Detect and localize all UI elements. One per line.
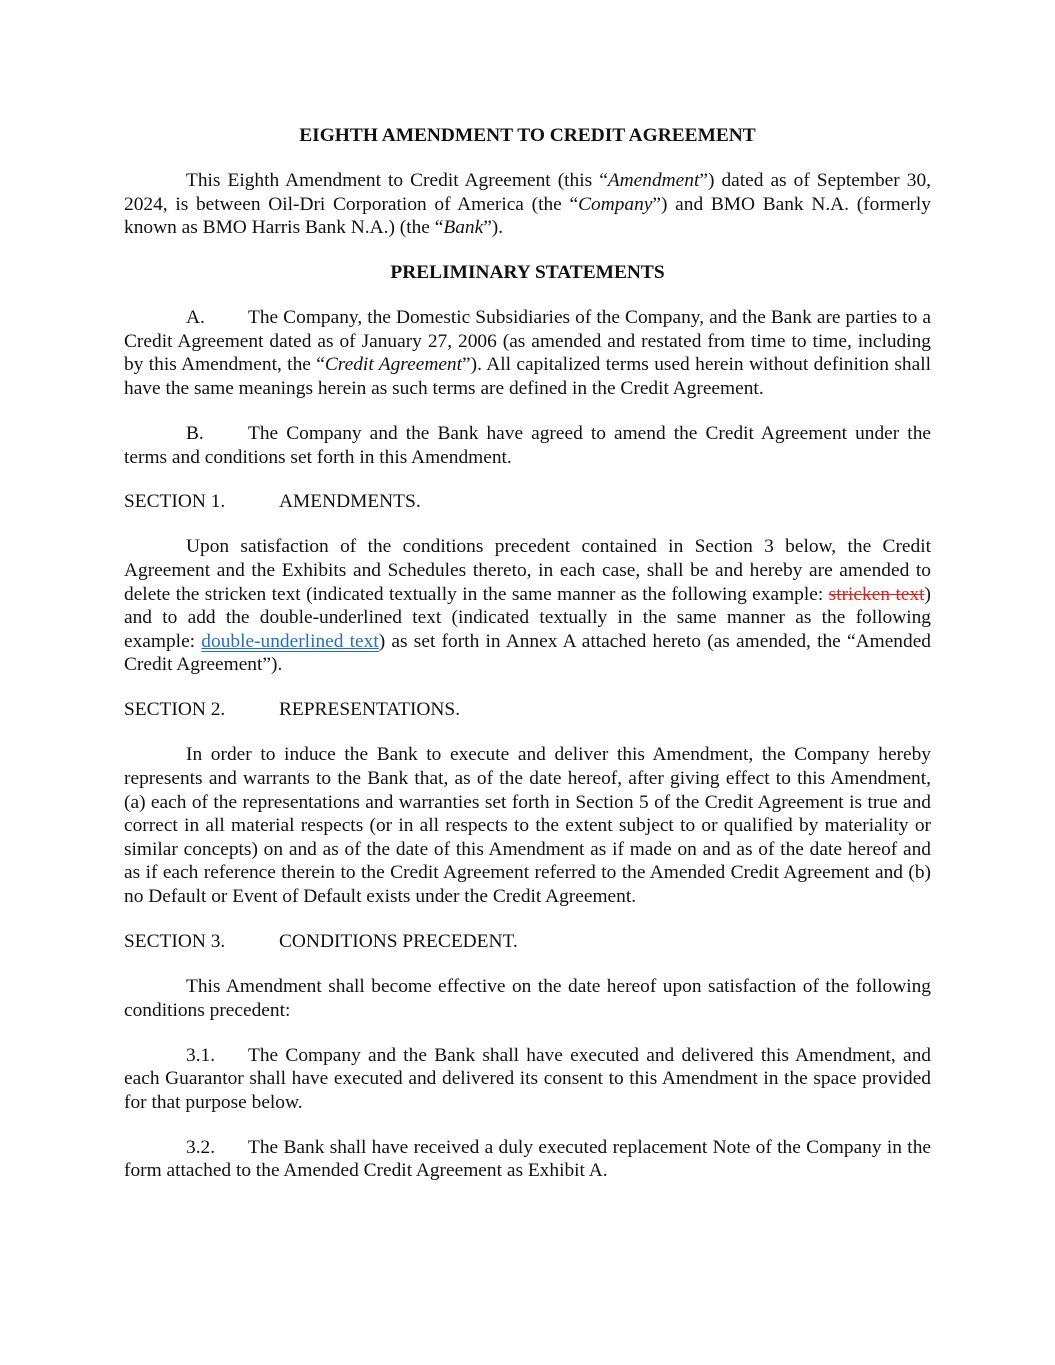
section-1-text-3: ) as set forth in Annex A attached hereto (as amended, the “Amended Credit Agreement”). — [124, 630, 931, 676]
section-1-heading — [124, 490, 931, 514]
intro-text-3: ”) and BMO Bank N.A. (formerly known as BMO Harris Bank N.A.) (the “ — [124, 193, 932, 239]
intro-paragraph — [124, 169, 931, 240]
section-2-title: REPRESENTATIONS. — [279, 699, 461, 721]
statement-b-label: B. — [186, 422, 204, 444]
statement-b-text: The Company and the Bank have agreed to amend the Credit Agreement under the terms and conditions set forth in this Amendment. — [124, 422, 931, 468]
document-page — [124, 124, 931, 1183]
statement-a-text-2: ”). All capitalized terms used herein without definition shall have the same meanings herein as such terms are defined in the Credit Agreement. — [124, 354, 931, 399]
section-1-text-2: ) and to add the double-underlined text (indicated textually in the same manner as the following example: — [124, 583, 931, 652]
defined-term-bank: Bank — [443, 217, 484, 239]
section-3-number: SECTION 3. — [124, 930, 226, 952]
defined-term-company: Company — [578, 193, 653, 215]
section-3-heading — [124, 930, 931, 954]
section-1-number: SECTION 1. — [124, 491, 226, 513]
defined-term-amendment: Amendment — [607, 169, 700, 191]
preliminary-heading: PRELIMINARY STATEMENTS — [390, 262, 665, 284]
statement-a-text-1: The Company, the Domestic Subsidiaries of the Company, and the Bank are parties to a Credit Agreement dated as of January 27, 2006 (as amended and restated from time to time, including by this Amendment, the “ — [124, 307, 931, 376]
intro-text-1: This Eighth Amendment to Credit Agreement (this “ — [186, 169, 608, 191]
defined-term-credit-agreement: Credit Agreement — [324, 354, 463, 376]
section-1-body — [124, 535, 931, 677]
section-3-title: CONDITIONS PRECEDENT. — [279, 930, 518, 952]
condition-3-2-label: 3.2. — [186, 1136, 216, 1158]
document-title: EIGHTH AMENDMENT TO CREDIT AGREEMENT — [299, 125, 756, 146]
section-1-text-1: Upon satisfaction of the conditions precedent contained in Section 3 below, the Credit Agreement and the Exhibits and Schedules thereto, in each case, shall be and hereby are amended to delete the stricken text (indicated textually in the same manner as the following example: — [124, 536, 931, 605]
intro-text-4: ”). — [483, 217, 504, 239]
section-3-body: This Amendment shall become effective on the date hereof upon satisfaction of the following conditions precedent: — [124, 975, 931, 1021]
section-2-heading — [124, 698, 931, 722]
condition-3-1 — [124, 1044, 931, 1115]
condition-3-2-text: The Bank shall have received a duly executed replacement Note of the Company in the form attached to the Amended Credit Agreement as Exhibit A. — [124, 1136, 931, 1182]
section-1-title: AMENDMENTS. — [279, 491, 421, 513]
section-2-body: In order to induce the Bank to execute and deliver this Amendment, the Company hereby represents and warrants to the Bank that, as of the date hereof, after giving effect to this Amendment, (a) each of the representations and warranties set forth in Section 5 of the Credit Agreement is true and correct in all material respects (or in all respects to the extent subject to or qualified by materiality or similar concepts) on and as of the date of this Amendment as if made on and as of the date hereof and as if each reference therein to the Credit Agreement referred to the Amended Credit Agreement and (b) no Default or Event of Default exists under the Credit Agreement. — [124, 744, 931, 907]
statement-a-label: A. — [186, 307, 205, 329]
condition-3-2 — [124, 1136, 931, 1183]
intro-text-2: ”) dated as of September 30, 2024, is between Oil-Dri Corporation of America (the “ — [124, 169, 931, 215]
statement-a — [124, 306, 931, 400]
stricken-text-example: stricken text — [828, 583, 925, 605]
statement-b — [124, 422, 931, 469]
condition-3-1-text: The Company and the Bank shall have executed and delivered this Amendment, and each Guarantor shall have executed and delivered its consent to this Amendment in the space provided for that purpose below. — [124, 1044, 931, 1113]
section-2-number: SECTION 2. — [124, 699, 226, 721]
double-underlined-text-example: double-underlined text — [201, 630, 379, 652]
condition-3-1-label: 3.1. — [186, 1044, 216, 1066]
